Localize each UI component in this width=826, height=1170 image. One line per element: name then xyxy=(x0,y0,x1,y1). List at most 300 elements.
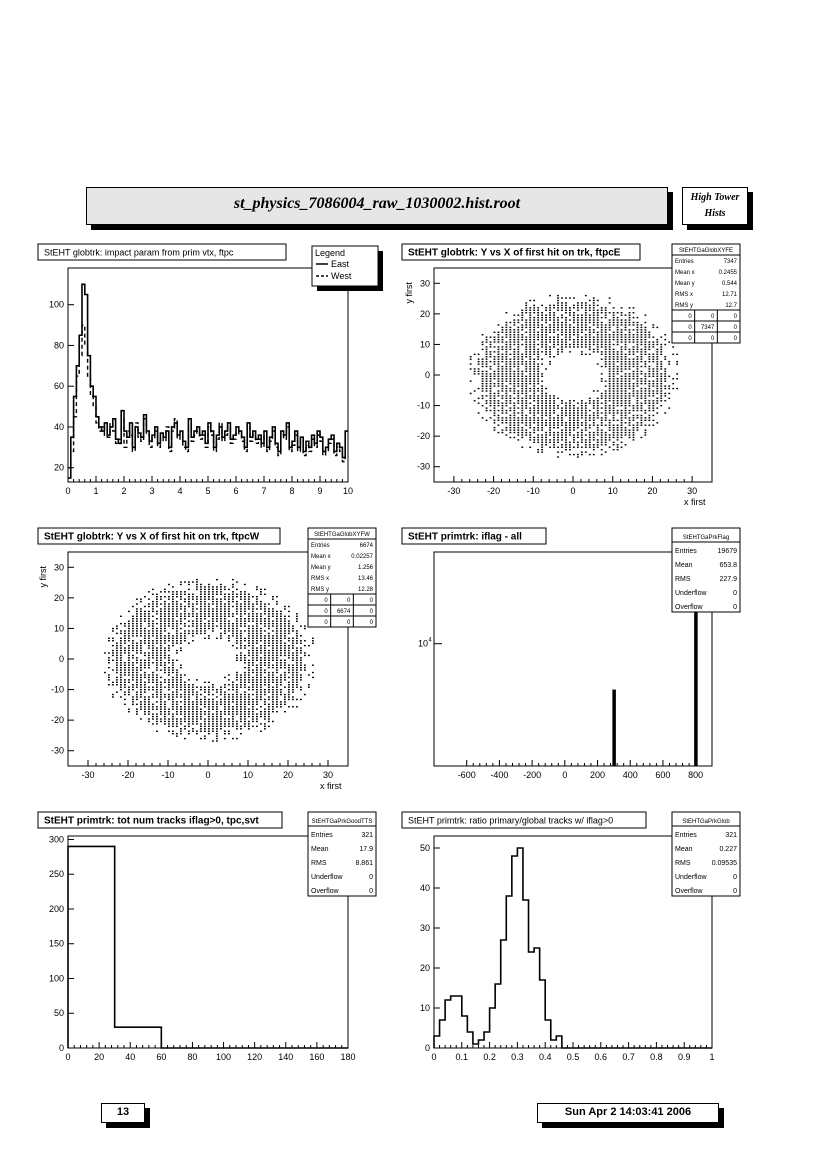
ring-point xyxy=(140,652,142,653)
ring-point xyxy=(577,454,579,455)
ring-point xyxy=(498,383,500,384)
ring-point xyxy=(296,638,298,639)
ring-point xyxy=(252,660,254,661)
ring-point xyxy=(533,322,535,323)
x-tick-label: -200 xyxy=(523,770,542,780)
ring-point xyxy=(132,640,134,641)
ring-point xyxy=(132,677,134,678)
ring-point xyxy=(164,679,166,680)
ring-point xyxy=(517,407,519,408)
ring-point xyxy=(148,645,150,646)
ring-point xyxy=(605,432,607,433)
ring-point xyxy=(597,319,599,320)
ring-point xyxy=(664,393,666,394)
ring-point xyxy=(216,598,218,599)
ring-point xyxy=(613,324,615,325)
ring-point xyxy=(200,611,202,612)
ring-point xyxy=(597,400,599,401)
ring-point xyxy=(264,594,266,595)
ring-point xyxy=(601,341,603,342)
ring-point xyxy=(276,623,278,624)
ring-point xyxy=(140,718,142,719)
ring-point xyxy=(494,415,496,416)
ring-point xyxy=(228,620,230,621)
ring-point xyxy=(581,415,583,416)
ring-point xyxy=(224,677,226,678)
ring-point xyxy=(248,687,250,688)
ring-point xyxy=(180,674,182,675)
ring-point xyxy=(248,633,250,634)
ring-point xyxy=(668,376,670,377)
ring-point xyxy=(581,351,583,352)
ring-point xyxy=(652,327,654,328)
ring-point xyxy=(537,410,539,411)
ring-point xyxy=(216,721,218,722)
chart-title: StEHT globtrk: Y vs X of first hit on trk, ftpcW xyxy=(44,531,260,543)
ring-point xyxy=(220,713,222,714)
ring-point xyxy=(577,447,579,448)
ring-point xyxy=(184,635,186,636)
ring-point xyxy=(280,682,282,683)
ring-point xyxy=(525,363,527,364)
ring-point xyxy=(609,393,611,394)
ring-point xyxy=(533,317,535,318)
ring-point xyxy=(224,696,226,697)
ring-point xyxy=(486,407,488,408)
ring-point xyxy=(557,317,559,318)
ring-point xyxy=(498,324,500,325)
y-axis-label: y first xyxy=(38,566,48,588)
ring-point xyxy=(629,420,631,421)
ring-point xyxy=(553,322,555,323)
ring-point xyxy=(172,704,174,705)
ring-point xyxy=(144,638,146,639)
ring-point xyxy=(498,420,500,421)
ring-point xyxy=(541,442,543,443)
ring-point xyxy=(268,677,270,678)
ring-point xyxy=(581,344,583,345)
ring-point xyxy=(613,383,615,384)
ring-point xyxy=(573,329,575,330)
ring-point xyxy=(553,395,555,396)
ring-point xyxy=(525,307,527,308)
ring-point xyxy=(529,329,531,330)
ring-point xyxy=(248,606,250,607)
ring-point xyxy=(160,613,162,614)
ring-point xyxy=(252,625,254,626)
ring-point xyxy=(502,388,504,389)
ring-point xyxy=(208,689,210,690)
stats-label: Mean xyxy=(311,846,329,853)
ring-point xyxy=(633,439,635,440)
ring-point xyxy=(621,307,623,308)
ring-point xyxy=(284,701,286,702)
ring-point xyxy=(296,669,298,670)
ring-point xyxy=(180,647,182,648)
ring-point xyxy=(172,726,174,727)
ring-point xyxy=(248,601,250,602)
ring-point xyxy=(152,633,154,634)
ring-point xyxy=(577,334,579,335)
ring-point xyxy=(152,716,154,717)
ring-point xyxy=(220,728,222,729)
ring-point xyxy=(152,640,154,641)
ring-point xyxy=(244,625,246,626)
ring-point xyxy=(553,417,555,418)
ring-point xyxy=(196,596,198,597)
ring-point xyxy=(156,665,158,666)
ring-point xyxy=(633,373,635,374)
ring-point xyxy=(180,638,182,639)
ring-point xyxy=(569,336,571,337)
ring-point xyxy=(252,699,254,700)
ring-point xyxy=(204,623,206,624)
ring-point xyxy=(597,341,599,342)
ring-point xyxy=(617,324,619,325)
ring-point xyxy=(498,390,500,391)
ring-point xyxy=(244,691,246,692)
ring-point xyxy=(513,344,515,345)
ring-point xyxy=(260,620,262,621)
ring-point xyxy=(208,586,210,587)
ring-point xyxy=(537,332,539,333)
ring-point xyxy=(112,655,114,656)
ring-point xyxy=(613,376,615,377)
ring-point xyxy=(216,696,218,697)
ring-point xyxy=(545,349,547,350)
ring-point xyxy=(656,385,658,386)
ring-point xyxy=(268,718,270,719)
ring-point xyxy=(498,425,500,426)
ring-point xyxy=(284,667,286,668)
ring-point xyxy=(617,371,619,372)
ring-point xyxy=(272,596,274,597)
ring-point xyxy=(601,432,603,433)
ring-point xyxy=(557,447,559,448)
ring-point xyxy=(505,361,507,362)
ring-point xyxy=(128,665,130,666)
ring-point xyxy=(549,329,551,330)
ring-point xyxy=(308,645,310,646)
ring-point xyxy=(652,361,654,362)
y-tick-label: 10 xyxy=(419,1003,430,1013)
ring-point xyxy=(232,723,234,724)
x-tick-label: 0 xyxy=(65,1052,71,1062)
ring-point xyxy=(256,647,258,648)
ring-point xyxy=(660,366,662,367)
ring-point xyxy=(172,684,174,685)
ring-point xyxy=(244,684,246,685)
ring-point xyxy=(192,620,194,621)
ring-point xyxy=(502,398,504,399)
ring-point xyxy=(641,344,643,345)
ring-point xyxy=(176,735,178,736)
ring-point xyxy=(212,625,214,626)
ring-point xyxy=(156,684,158,685)
ring-point xyxy=(256,718,258,719)
ring-point xyxy=(529,310,531,311)
ring-point xyxy=(152,647,154,648)
ring-point xyxy=(228,718,230,719)
ring-point xyxy=(120,657,122,658)
ring-point xyxy=(228,623,230,624)
ring-point xyxy=(617,336,619,337)
ring-point xyxy=(184,728,186,729)
ring-point xyxy=(244,721,246,722)
ring-point xyxy=(184,674,186,675)
ring-point xyxy=(660,354,662,355)
ring-point xyxy=(284,647,286,648)
ring-point xyxy=(652,405,654,406)
ring-point xyxy=(648,358,650,359)
ring-point xyxy=(164,694,166,695)
ring-point xyxy=(557,344,559,345)
ring-point xyxy=(569,339,571,340)
ring-point xyxy=(633,427,635,428)
ring-point xyxy=(292,696,294,697)
ring-point xyxy=(545,344,547,345)
ring-point xyxy=(505,327,507,328)
ring-point xyxy=(136,652,138,653)
ring-point xyxy=(569,324,571,325)
ring-point xyxy=(184,623,186,624)
ring-point xyxy=(545,339,547,340)
ring-point xyxy=(601,327,603,328)
ring-point xyxy=(132,701,134,702)
ring-point xyxy=(152,625,154,626)
ring-point xyxy=(272,645,274,646)
ring-point xyxy=(573,420,575,421)
ring-point xyxy=(160,713,162,714)
ring-point xyxy=(553,329,555,330)
ring-point xyxy=(509,381,511,382)
ring-point xyxy=(172,691,174,692)
ring-point xyxy=(529,358,531,359)
ring-point xyxy=(521,420,523,421)
ring-point xyxy=(240,618,242,619)
ring-point xyxy=(252,616,254,617)
ring-point xyxy=(192,608,194,609)
ring-point xyxy=(228,596,230,597)
ring-point xyxy=(569,417,571,418)
ring-point xyxy=(236,696,238,697)
ring-point xyxy=(533,437,535,438)
ring-point xyxy=(601,449,603,450)
ring-point xyxy=(260,633,262,634)
ring-point xyxy=(244,672,246,673)
ring-point xyxy=(617,356,619,357)
ring-point xyxy=(164,721,166,722)
ring-point xyxy=(637,427,639,428)
ring-point xyxy=(593,432,595,433)
ring-point xyxy=(605,346,607,347)
ring-point xyxy=(541,351,543,352)
stats-value: 12.71 xyxy=(721,292,737,298)
ring-point xyxy=(609,356,611,357)
ring-point xyxy=(300,650,302,651)
ring-point xyxy=(521,398,523,399)
ring-point xyxy=(517,434,519,435)
ring-point xyxy=(248,598,250,599)
ring-point xyxy=(220,616,222,617)
ring-point xyxy=(256,701,258,702)
ring-point xyxy=(629,351,631,352)
ring-point xyxy=(208,603,210,604)
ring-point xyxy=(656,344,658,345)
ring-point xyxy=(252,726,254,727)
ring-point xyxy=(264,699,266,700)
ring-point xyxy=(256,667,258,668)
ring-point xyxy=(160,657,162,658)
ring-point xyxy=(509,354,511,355)
ring-point xyxy=(248,603,250,604)
plot-frame xyxy=(434,836,712,1048)
ring-point xyxy=(260,618,262,619)
ring-point xyxy=(545,317,547,318)
ring-point xyxy=(494,371,496,372)
ring-point xyxy=(490,366,492,367)
ring-point xyxy=(656,407,658,408)
ring-point xyxy=(176,721,178,722)
ring-point xyxy=(168,606,170,607)
ring-point xyxy=(613,410,615,411)
ring-point xyxy=(641,407,643,408)
ring-point xyxy=(244,606,246,607)
ring-point xyxy=(625,412,627,413)
ring-point xyxy=(200,689,202,690)
ring-point xyxy=(513,427,515,428)
ring-point xyxy=(585,312,587,313)
ring-point xyxy=(553,405,555,406)
ring-point xyxy=(116,667,118,668)
ring-point xyxy=(509,388,511,389)
ring-point xyxy=(276,691,278,692)
ring-point xyxy=(188,630,190,631)
ring-point xyxy=(272,674,274,675)
ring-point xyxy=(264,713,266,714)
y-tick-label: 300 xyxy=(48,834,64,845)
ring-point xyxy=(284,650,286,651)
ring-point xyxy=(292,630,294,631)
ring-point xyxy=(517,381,519,382)
ring-point xyxy=(208,594,210,595)
ring-point xyxy=(268,633,270,634)
ring-point xyxy=(482,334,484,335)
x-tick-label: -20 xyxy=(487,486,501,496)
ring-point xyxy=(644,378,646,379)
ring-point xyxy=(633,415,635,416)
ring-point xyxy=(216,594,218,595)
ring-point xyxy=(152,718,154,719)
ring-point xyxy=(120,647,122,648)
ring-point xyxy=(609,447,611,448)
ring-point xyxy=(152,611,154,612)
ring-point xyxy=(637,368,639,369)
ring-point xyxy=(224,684,226,685)
ring-point xyxy=(648,341,650,342)
ring-point xyxy=(668,363,670,364)
ring-point xyxy=(140,682,142,683)
ring-point xyxy=(248,728,250,729)
ring-point xyxy=(192,613,194,614)
ring-point xyxy=(494,412,496,413)
ring-point xyxy=(184,638,186,639)
ring-point xyxy=(517,358,519,359)
ring-point xyxy=(164,704,166,705)
ring-point xyxy=(589,437,591,438)
ring-point xyxy=(252,633,254,634)
ring-point xyxy=(264,606,266,607)
ring-point xyxy=(517,314,519,315)
ring-point xyxy=(549,310,551,311)
ring-point xyxy=(276,650,278,651)
ring-point xyxy=(292,647,294,648)
ring-point xyxy=(172,642,174,643)
x-tick-label: 1 xyxy=(709,1052,715,1062)
ring-point xyxy=(509,349,511,350)
y-tick-label: 30 xyxy=(419,923,430,933)
ring-point xyxy=(609,422,611,423)
ring-point xyxy=(502,432,504,433)
x-tick-label: 1 xyxy=(93,486,99,496)
ring-point xyxy=(569,407,571,408)
ring-point xyxy=(641,371,643,372)
ring-point xyxy=(252,650,254,651)
ring-point xyxy=(633,388,635,389)
ring-point xyxy=(160,704,162,705)
ring-point xyxy=(613,420,615,421)
ring-point xyxy=(605,356,607,357)
ring-point xyxy=(549,427,551,428)
ring-point xyxy=(216,589,218,590)
ring-point xyxy=(617,351,619,352)
stats-grid-cell: 0 xyxy=(733,336,737,342)
x-tick-label: 120 xyxy=(247,1052,263,1062)
ring-point xyxy=(561,422,563,423)
ring-point xyxy=(494,403,496,404)
ring-point xyxy=(553,400,555,401)
ring-point xyxy=(268,650,270,651)
ring-point xyxy=(541,403,543,404)
ring-point xyxy=(240,711,242,712)
ring-point xyxy=(264,726,266,727)
ring-point xyxy=(541,329,543,330)
ring-point xyxy=(637,329,639,330)
ring-point xyxy=(529,432,531,433)
ring-point xyxy=(268,672,270,673)
ring-point xyxy=(196,625,198,626)
ring-point xyxy=(525,385,527,386)
ring-point xyxy=(224,701,226,702)
ring-point xyxy=(509,376,511,377)
ring-point xyxy=(664,356,666,357)
ring-point xyxy=(180,689,182,690)
ring-point xyxy=(509,346,511,347)
ring-point xyxy=(208,591,210,592)
ring-point xyxy=(625,339,627,340)
ring-point xyxy=(617,339,619,340)
ring-point xyxy=(644,417,646,418)
ring-point xyxy=(644,339,646,340)
ring-point xyxy=(617,334,619,335)
ring-point xyxy=(184,696,186,697)
ring-point xyxy=(140,687,142,688)
ring-point xyxy=(224,704,226,705)
ring-point xyxy=(613,415,615,416)
ring-point xyxy=(561,346,563,347)
ring-point xyxy=(288,657,290,658)
ring-point xyxy=(284,687,286,688)
